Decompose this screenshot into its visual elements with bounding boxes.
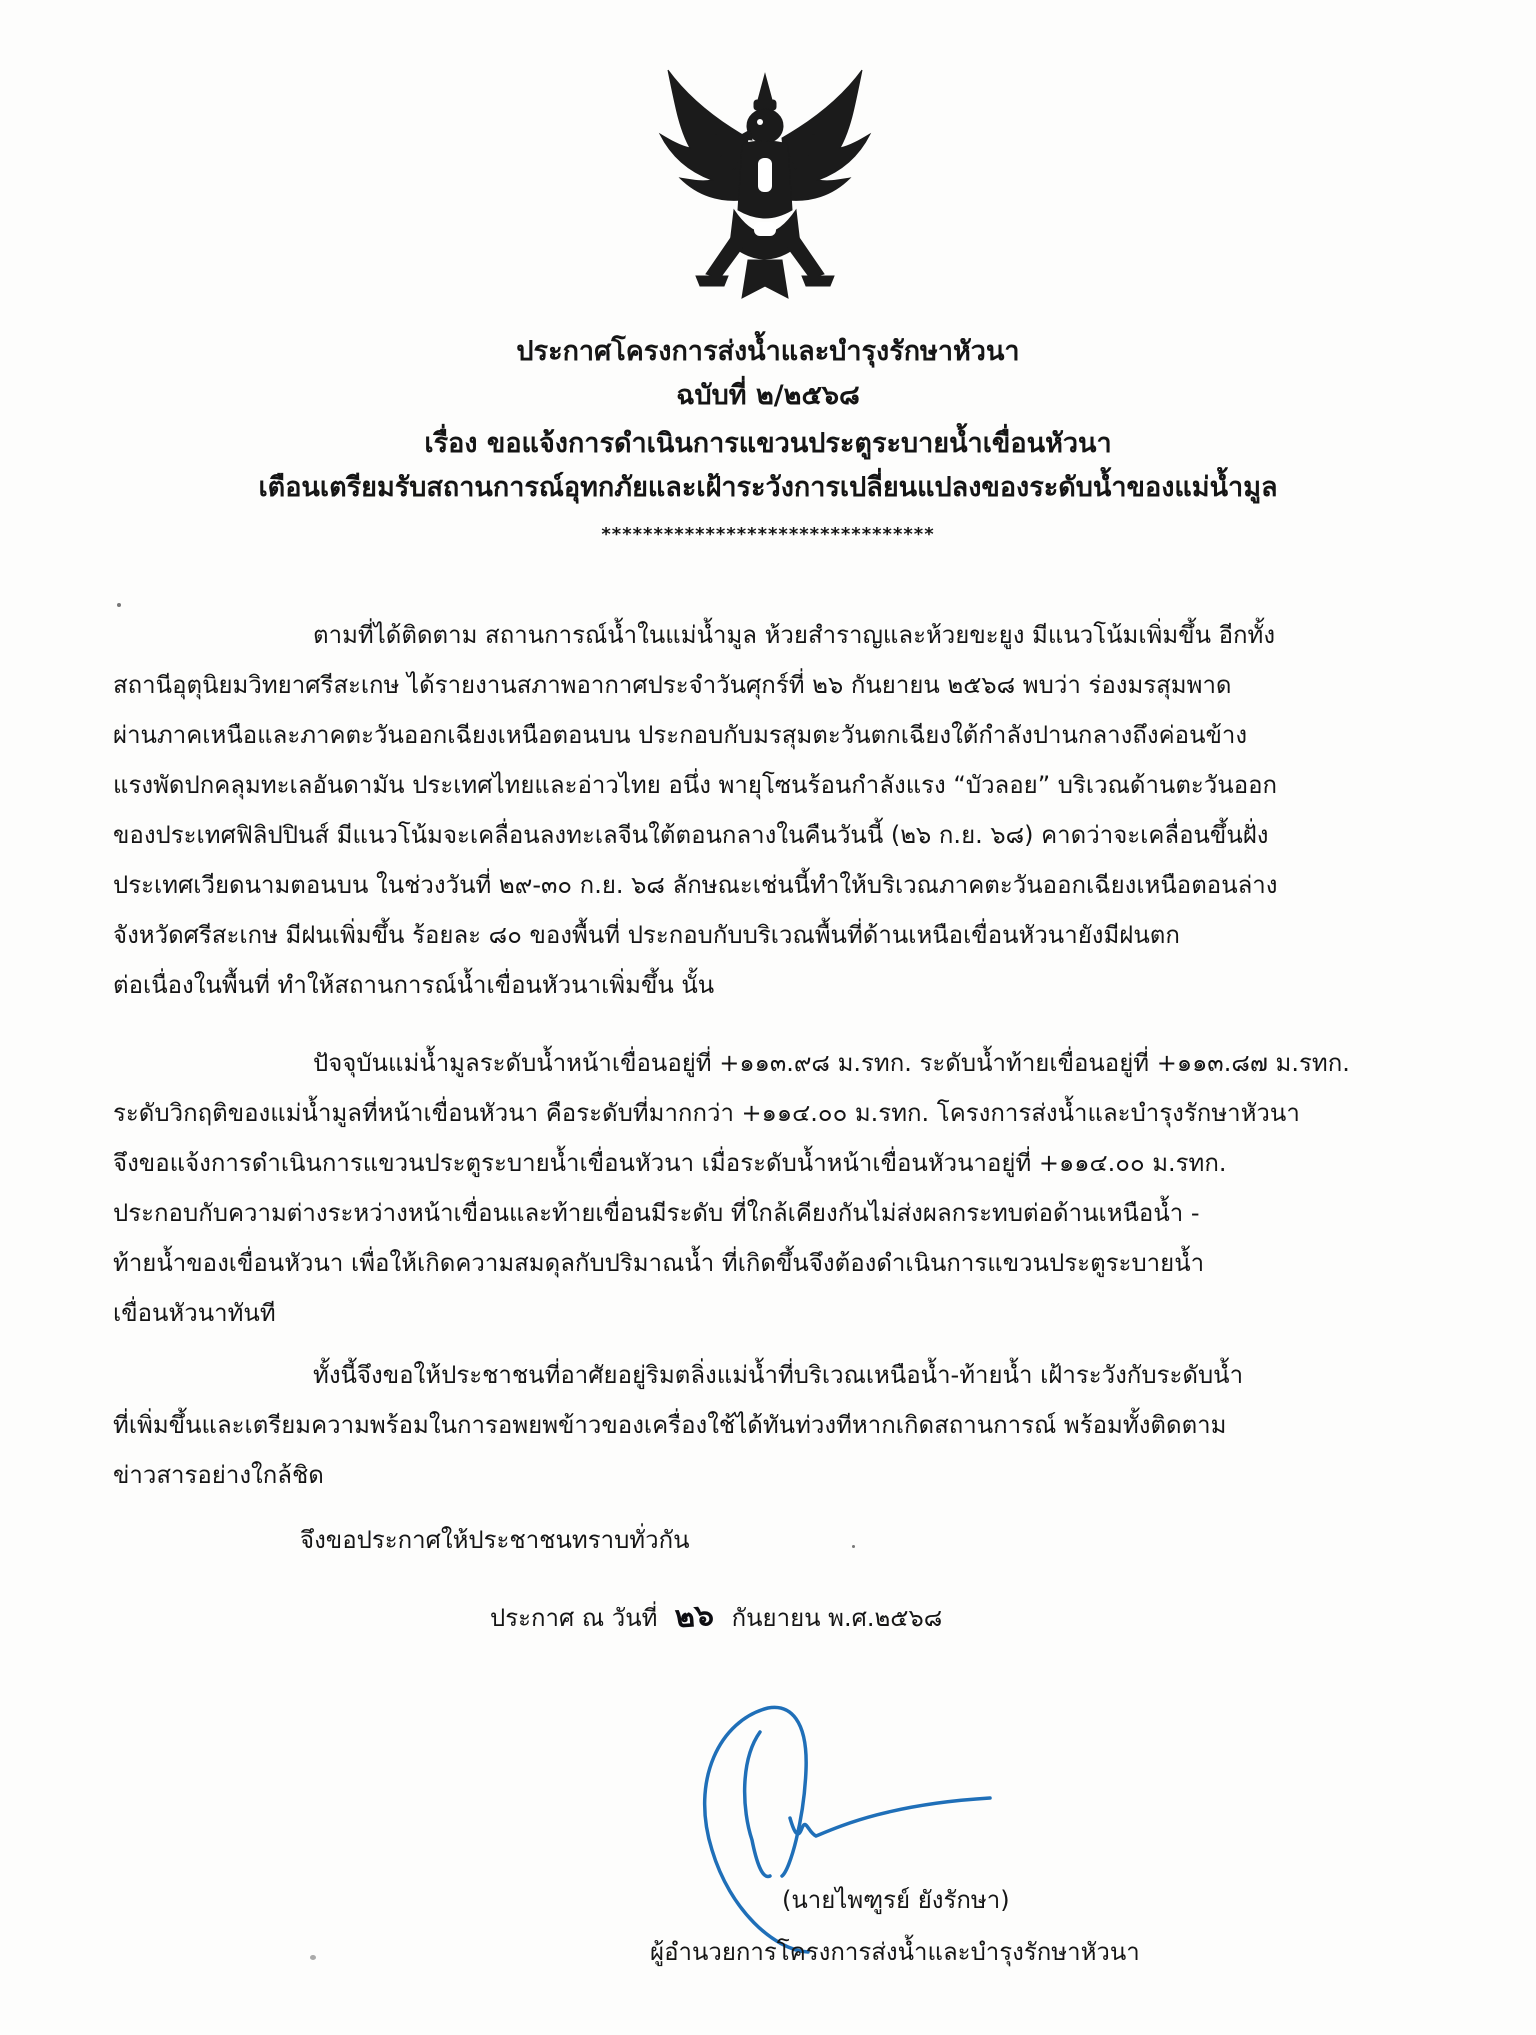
paragraph-line: ประกอบกับความต่างระหว่างหน้าเขื่อนและท้ายเขื่อนมีระดับ ที่ใกล้เคียงกันไม่ส่งผลกระทบต่อด้านเหนือน้ำ - <box>113 1199 1200 1227</box>
paragraph-line: จังหวัดศรีสะเกษ มีฝนเพิ่มขึ้น ร้อยละ ๘๐ ของพื้นที่ ประกอบกับบริเวณพื้นที่ด้านเหนือเขื่อนหัวนายังมีฝนตก <box>113 921 1180 949</box>
paragraph-line: ระดับวิกฤติของแม่น้ำมูลที่หน้าเขื่อนหัวนา คือระดับที่มากกว่า +๑๑๔.๐๐ ม.รทก. โครงการส่งน้ำและบำรุงรักษาหัวนา <box>113 1099 1300 1127</box>
garuda-emblem-icon <box>650 60 880 310</box>
signature-icon <box>690 1700 1050 1960</box>
paragraph-line: เขื่อนหัวนาทันที <box>113 1299 276 1327</box>
paragraph-line: ปัจจุบันแม่น้ำมูลระดับน้ำหน้าเขื่อนอยู่ที่ +๑๑๓.๙๘ ม.รทก. ระดับน้ำท้ายเขื่อนอยู่ที่ +๑๑๓.๘๗ ม.รทก. <box>313 1049 1350 1077</box>
paper-speck <box>852 1545 855 1548</box>
paragraph-line: ที่เพิ่มขึ้นและเตรียมความพร้อมในการอพยพข้าวของเครื่องใช้ได้ทันท่วงทีหากเกิดสถานการณ์ พร้อมทั้งติดตาม <box>113 1411 1227 1439</box>
paragraph-line: ตามที่ได้ติดตาม สถานการณ์น้ำในแม่น้ำมูล ห้วยสำราญและห้วยขะยูง มีแนวโน้มเพิ่มขึ้น อีกทั้ง <box>313 621 1276 649</box>
paragraph-line: ต่อเนื่องในพื้นที่ ทำให้สถานการณ์น้ำเขื่อนหัวนาเพิ่มขึ้น นั้น <box>113 971 715 999</box>
paragraph-line: จึงขอแจ้งการดำเนินการแขวนประตูระบายน้ำเขื่อนหัวนา เมื่อระดับน้ำหน้าเขื่อนหัวนาอยู่ที่ +๑๑๔.๐๐ ม.รทก. <box>113 1149 1227 1177</box>
date-suffix: กันยายน พ.ศ.๒๕๖๘ <box>731 1604 943 1632</box>
signer-title: ผู้อำนวยการโครงการส่งน้ำและบำรุงรักษาหัวนา <box>650 1938 1140 1966</box>
signer-name: (นายไพฑูรย์ ยังรักษา) <box>782 1886 1010 1914</box>
paper-speck <box>310 1955 316 1960</box>
paragraph-advisory <box>113 1350 1425 1500</box>
paragraph-current-level <box>113 1038 1425 1338</box>
paragraph-line: แรงพัดปกคลุมทะเลอันดามัน ประเทศไทยและอ่าวไทย อนึ่ง พายุโซนร้อนกำลังแรง “บัวลอย” บริเวณด้านตะวันออก <box>113 771 1278 799</box>
announcement-number: ฉบับที่ ๒/๒๕๖๘ <box>676 380 860 411</box>
announcement-date <box>490 1597 942 1638</box>
separator-stars: ******************************** <box>601 524 935 545</box>
paper-speck <box>117 603 121 607</box>
paragraph-line: ท้ายน้ำของเขื่อนหัวนา เพื่อให้เกิดความสมดุลกับปริมาณน้ำ ที่เกิดขึ้นจึงต้องดำเนินการแขวนประตูระบายน้ำ <box>113 1249 1205 1277</box>
paragraph-line: ข่าวสารอย่างใกล้ชิด <box>113 1461 324 1489</box>
announcement-org-title: ประกาศโครงการส่งน้ำและบำรุงรักษาหัวนา <box>516 336 1020 367</box>
paragraph-line: ของประเทศฟิลิปปินส์ มีแนวโน้มจะเคลื่อนลงทะเลจีนใต้ตอนกลางในคืนวันนี้ (๒๖ ก.ย. ๖๘) คาดว่าจะเคลื่อนขึ้นฝั่ง <box>113 821 1269 849</box>
paragraph-situation <box>113 610 1425 1010</box>
paragraph-line: ผ่านภาคเหนือและภาคตะวันออกเฉียงเหนือตอนบน ประกอบกับมรสุมตะวันตกเฉียงใต้กำลังปานกลางถึงค่อนข้าง <box>113 721 1248 749</box>
paragraph-line: ประเทศเวียดนามตอนบน ในช่วงวันที่ ๒๙-๓๐ ก.ย. ๖๘ ลักษณะเช่นนี้ทำให้บริเวณภาคตะวันออกเฉียงเหนือตอนล่าง <box>113 871 1278 899</box>
subject-line-1: เรื่อง ขอแจ้งการดำเนินการแขวนประตูระบายน้ำเขื่อนหัวนา <box>424 428 1112 459</box>
closing-announcement: จึงขอประกาศให้ประชาชนทราบทั่วกัน <box>300 1526 690 1554</box>
handwritten-date-day: ๒๖ <box>673 1597 716 1636</box>
paragraph-line: สถานีอุตุนิยมวิทยาศรีสะเกษ ได้รายงานสภาพอากาศประจำวันศุกร์ที่ ๒๖ กันยายน ๒๕๖๘ พบว่า ร่องมรสุมพาด <box>113 671 1232 699</box>
date-prefix: ประกาศ ณ วันที่ <box>490 1604 658 1632</box>
subject-line-2: เตือนเตรียมรับสถานการณ์อุทกภัยและเฝ้าระวังการเปลี่ยนแปลงของระดับน้ำของแม่น้ำมูล <box>258 472 1278 503</box>
paragraph-line: ทั้งนี้จึงขอให้ประชาชนที่อาศัยอยู่ริมตลิ่งแม่น้ำที่บริเวณเหนือน้ำ-ท้ายน้ำ เฝ้าระวังกับระดับน้ำ <box>313 1361 1244 1389</box>
